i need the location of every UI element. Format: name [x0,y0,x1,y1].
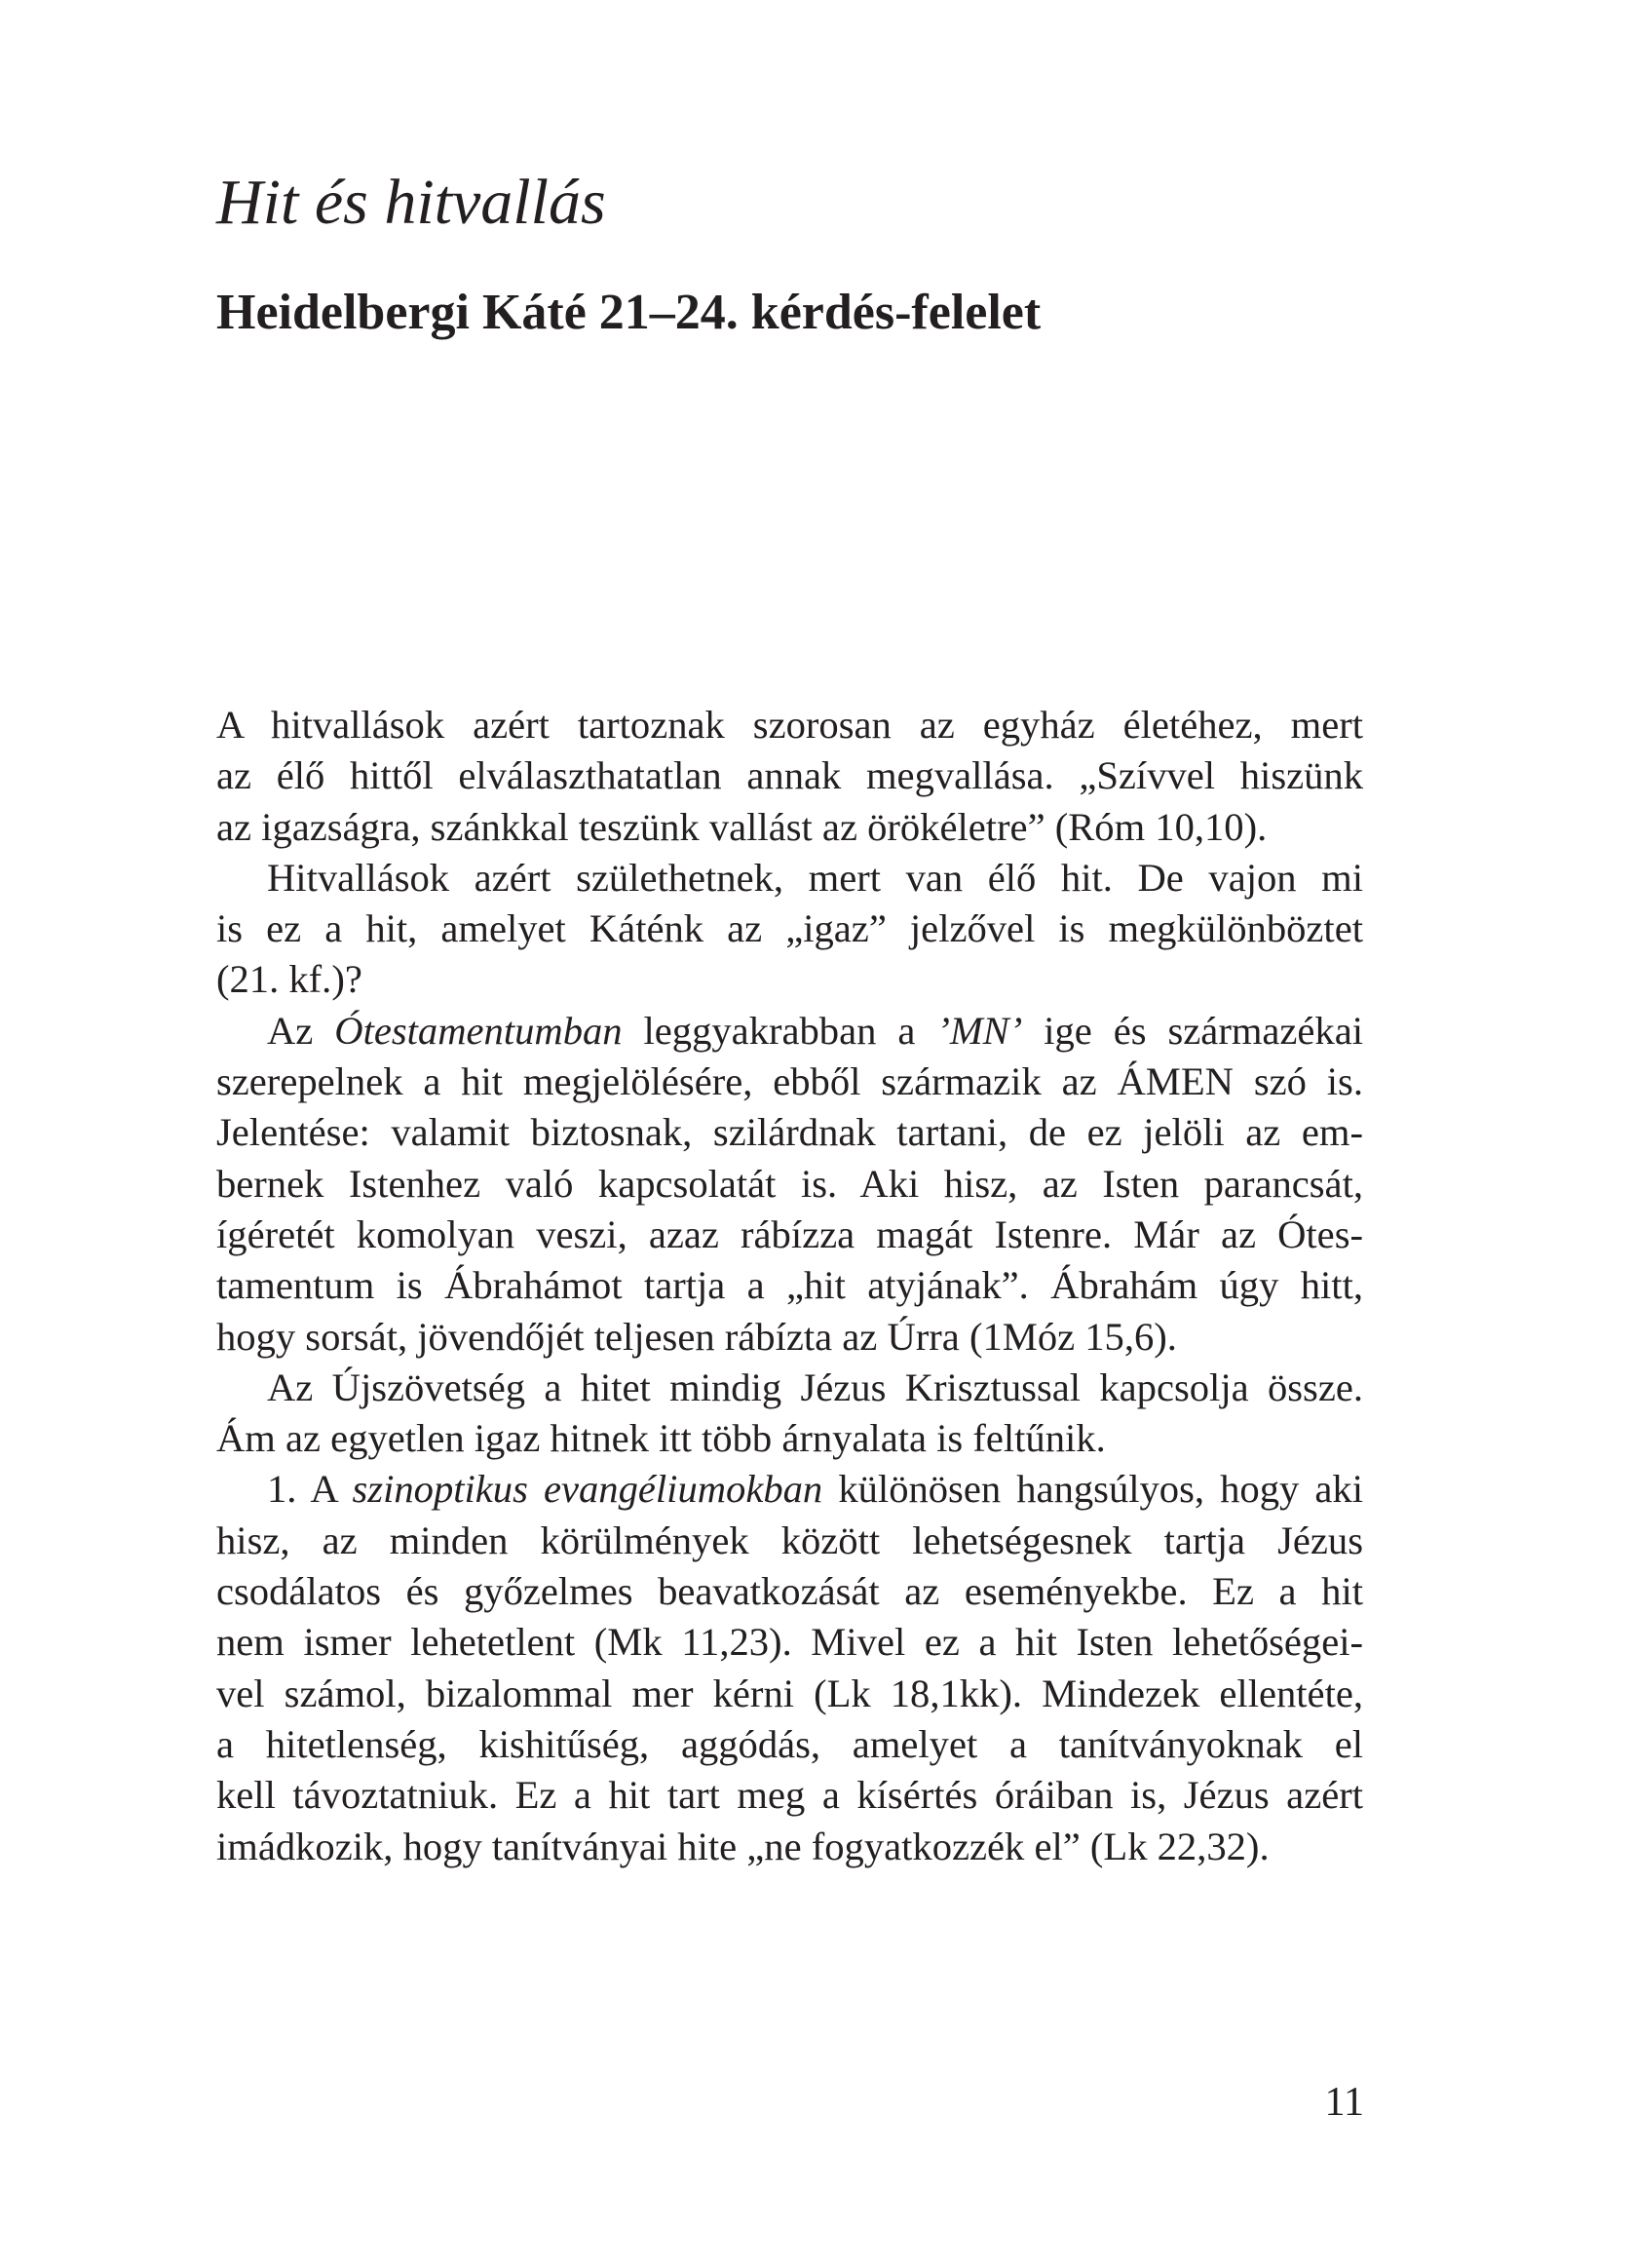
text-segment: 1. A [267,1467,353,1512]
text-line: csodálatos és győzelmes beavatkozását az eseményekbe. Ez a hit [216,1569,1363,1614]
text-line: Az Újszövetség a hitet mindig Jézus Krisztussal kapcsolja össze. [267,1365,1363,1409]
text-segment: különösen hangsúlyos, hogy aki [822,1467,1363,1512]
text-line: vel számol, bizalommal mer kérni (Lk 18,1kk). Mindezek ellentéte, [216,1671,1363,1715]
paragraph-2 [216,853,1363,1006]
text-segment: leggyakrabban a [622,1008,937,1053]
text-segment: ige és származékai [1022,1008,1363,1053]
text-line: ígéretét komolyan veszi, azaz rábízza magát Istenre. Már az Ótes- [216,1211,1363,1256]
text-line: bernek Istenhez való kapcsolatát is. Aki hisz, az Isten parancsát, [216,1161,1363,1206]
text-line: nem ismer lehetetlent (Mk 11,23). Mivel ez a hit Isten lehetőségei- [216,1620,1363,1665]
paragraph-5 [216,1464,1363,1871]
italic-term: Ótestamentumban [334,1008,623,1053]
italic-term: ’MN’ [936,1008,1023,1053]
text-line: Ám az egyetlen igaz hitnek itt több árnyalata is feltűnik. [216,1416,1106,1461]
text-line [216,1006,1363,1057]
italic-term: szinoptikus evangéliumokban [352,1467,823,1512]
text-line: tamentum is Ábrahámot tartja a „hit atyjának”. Ábrahám úgy hitt, [216,1263,1363,1308]
text-line [216,1464,1363,1515]
text-line: a hitetlenség, kishitűség, aggódás, amelyet a tanítványoknak el [216,1721,1363,1766]
body-text [216,700,1363,1872]
chapter-subtitle: Heidelbergi Káté 21–24. kérdés-felelet [216,285,1042,340]
paragraph-4 [216,1363,1363,1465]
text-line: Jelentése: valamit biztosnak, szilárdnak tartani, de ez jelöli az em- [216,1110,1363,1155]
page-number: 11 [1324,2080,1364,2125]
chapter-title: Hit és hitvallás [216,167,606,238]
text-line: (21. kf.)? [216,957,362,1002]
text-line: az élő hittől elválaszthatatlan annak megvallása. „Szívvel hiszünk [216,753,1363,798]
text-line: szerepelnek a hit megjelölésére, ebből származik az ÁMEN szó is. [216,1059,1363,1104]
paragraph-1 [216,700,1363,853]
paragraph-3 [216,1006,1363,1363]
text-line: imádkozik, hogy tanítványai hite „ne fogyatkozzék el” (Lk 22,32). [216,1824,1270,1868]
text-line: az igazságra, szánkkal teszünk vallást az örökéletre” (Róm 10,10). [216,804,1268,849]
text-line: Hitvallások azért születhetnek, mert van élő hit. De vajon mi [267,855,1363,900]
text-segment: Az [267,1008,335,1053]
text-line: A hitvallások azért tartoznak szorosan az egyház életéhez, mert [216,703,1363,747]
text-line: kell távoztatniuk. Ez a hit tart meg a kísértés óráiban is, Jézus azért [216,1773,1363,1818]
text-line: hogy sorsát, jövendőjét teljesen rábízta az Úrra (1Móz 15,6). [216,1314,1177,1359]
text-line: is ez a hit, amelyet Káténk az „igaz” jelzővel is megkülönböztet [216,906,1363,951]
text-line: hisz, az minden körülmények között lehetségesnek tartja Jézus [216,1518,1363,1562]
